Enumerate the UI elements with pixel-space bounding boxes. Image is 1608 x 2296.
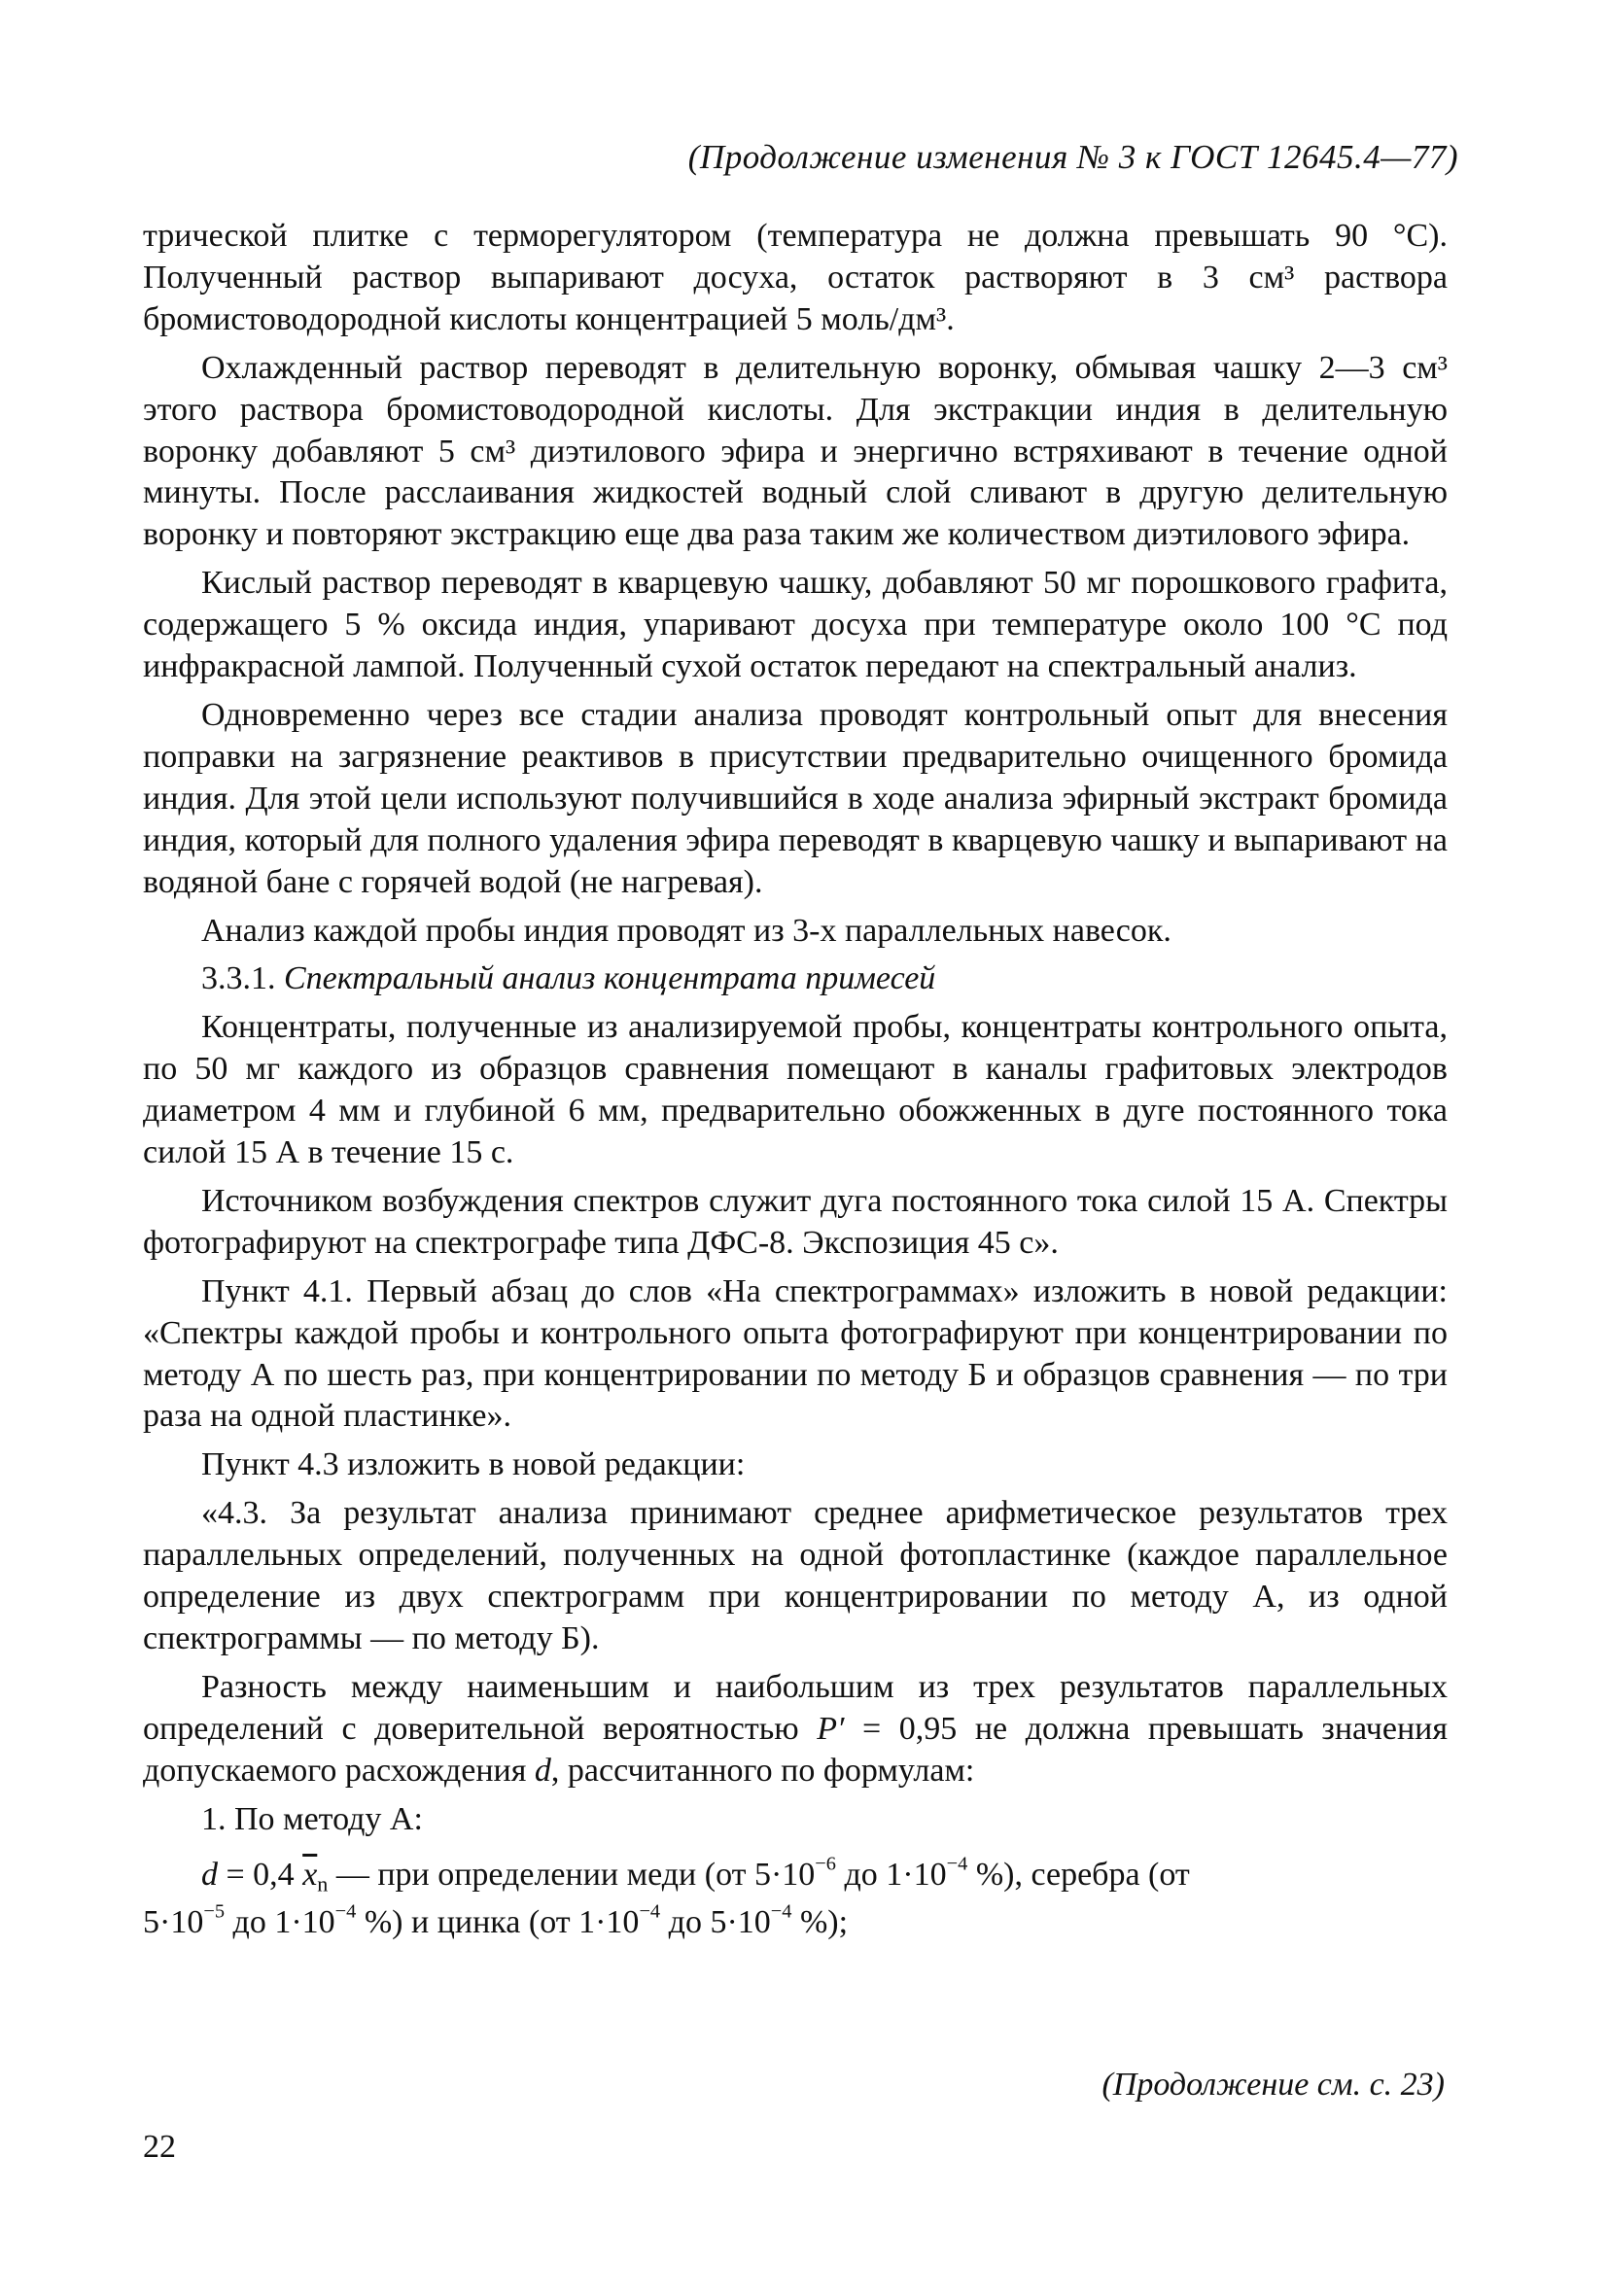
running-header: (Продолжение изменения № 3 к ГОСТ 12645.4—77)	[687, 138, 1458, 176]
paragraph-12-b: = 0,95 не должна превышать значения допускаемого расхождения	[143, 1710, 1449, 1789]
formula-exp-1: −6	[815, 1853, 836, 1875]
paragraph-11: «4.3. За результат анализа принимают среднее арифметическое результатов трех параллельных определений, полученных на одной фотопластинке (каждое параллельное определение из двух спектрограмм при концентрировании по методу А, из одной спектрограммы — по методу Б).	[143, 1495, 1448, 1656]
paragraph-2: Охлажденный раствор переводят в делительную воронку, обмывая чашку 2—3 см³ этого раствора бромистоводородной кислоты. Для экстракции индия в делительную воронку добавляют 5 см³ диэтилового эфира и энергично встряхивают в течение одной минуты. После расслаивания жидкостей водный слой сливают в другую делительную воронку и повторяют экстракцию еще два раза таким же количеством диэтилового эфира.	[143, 349, 1448, 553]
paragraph-13: 1. По методу А:	[201, 1800, 423, 1837]
formula2-text-d: до 5·10	[660, 1904, 771, 1941]
formula-subscript: n	[317, 1871, 329, 1896]
paragraph-5: Анализ каждой пробы индия проводят из 3-х параллельных навесок.	[201, 912, 1171, 949]
paragraph-3: Кислый раствор переводят в кварцевую чашку, добавляют 50 мг порошкового графита, содержащего 5 % оксида индия, упаривают досуха при температуре около 100 °С под инфракрасной лампой. Полученный сухой остаток передают на спектральный анализ.	[143, 565, 1448, 685]
probability-symbol: P′	[817, 1710, 845, 1747]
section-heading	[143, 958, 1448, 1000]
paragraph-7: Концентраты, полученные из анализируемой пробы, концентраты контрольного опыта, по 50 мг каждого из образцов сравнения помещают в каналы графитовых электродов диаметром 4 мм и глубиной 6 мм, предварительно обожженных в дуге постоянного тока силой 15 А в течение 15 с.	[143, 1009, 1448, 1171]
paragraph-1: трической плитке с терморегулятором (температура не должна превышать 90 °С). Полученный раствор выпаривают досуха, остаток растворяют в 3 см³ раствора бромистоводородной кислоты концентрацией 5 моль/дм³.	[143, 218, 1448, 337]
section-title: Спектральный анализ концентрата примесей	[284, 960, 936, 997]
formula-xbar: $\overline{x}$	[302, 1856, 318, 1893]
section-number: 3.3.1.	[201, 960, 276, 997]
paragraph-8: Источником возбуждения спектров служит дуга постоянного тока силой 15 А. Спектры фотографируют на спектрографе типа ДФС-8. Экспозиция 45 с».	[143, 1182, 1448, 1261]
paragraph-4: Одновременно через все стадии анализа проводят контрольный опыт для внесения поправки на загрязнение реактивов в присутствии предварительно очищенного бромида индия. Для этой цели используют получившийся в ходе анализа эфирный экстракт бромида индия, который для полного удаления эфира переводят в кварцевую чашку и выпаривают на водяной бане с горячей водой (не нагревая).	[143, 696, 1448, 900]
formula2-text-e: %);	[791, 1904, 849, 1941]
formula2-text-c: %) и цинка (от 1·10	[356, 1904, 640, 1941]
paragraph-9: Пункт 4.1. Первый абзац до слов «На спектрограммах» изложить в новой редакции: «Спектры каждой пробы и контрольного опыта фотографируют при концентрировании по методу А по шесть раз, при концентрировании по методу Б и образцов сравнения — по три раза на одной пластинке».	[143, 1272, 1448, 1435]
paragraph-12	[143, 1667, 1448, 1792]
formula2-text-b: до 1·10	[225, 1904, 335, 1941]
formula2-exp-3: −4	[639, 1901, 661, 1924]
formula-coef: = 0,4	[218, 1856, 303, 1893]
paragraph-10: Пункт 4.3 изложить в новой редакции:	[201, 1446, 746, 1483]
formula-text-c: %), серебра (от	[967, 1856, 1190, 1893]
formula-line-2	[143, 1902, 1448, 1944]
formula-line-1	[143, 1855, 1448, 1896]
formula-exp-2: −4	[946, 1853, 968, 1875]
formula2-exp-2: −4	[334, 1901, 357, 1924]
formula-text-a: — при определении меди (от 5·10	[328, 1856, 816, 1893]
discrepancy-symbol: d	[534, 1752, 551, 1789]
formula-text-b: до 1·10	[836, 1856, 947, 1893]
body-text	[143, 216, 1448, 1951]
continuation-note: (Продолжение см. с. 23)	[1101, 2067, 1445, 2103]
formula-d: d	[201, 1856, 218, 1893]
paragraph-12-a: Разность между наименьшим и наибольшим из трех результатов параллельных определений с доверительной вероятностью	[143, 1668, 1448, 1747]
page-number: 22	[143, 2129, 176, 2165]
paragraph-12-c: , рассчитанного по формулам:	[550, 1752, 975, 1789]
formula2-text-a: 5·10	[143, 1904, 204, 1941]
formula2-exp-4: −4	[770, 1901, 792, 1924]
formula2-exp-1: −5	[203, 1901, 226, 1924]
